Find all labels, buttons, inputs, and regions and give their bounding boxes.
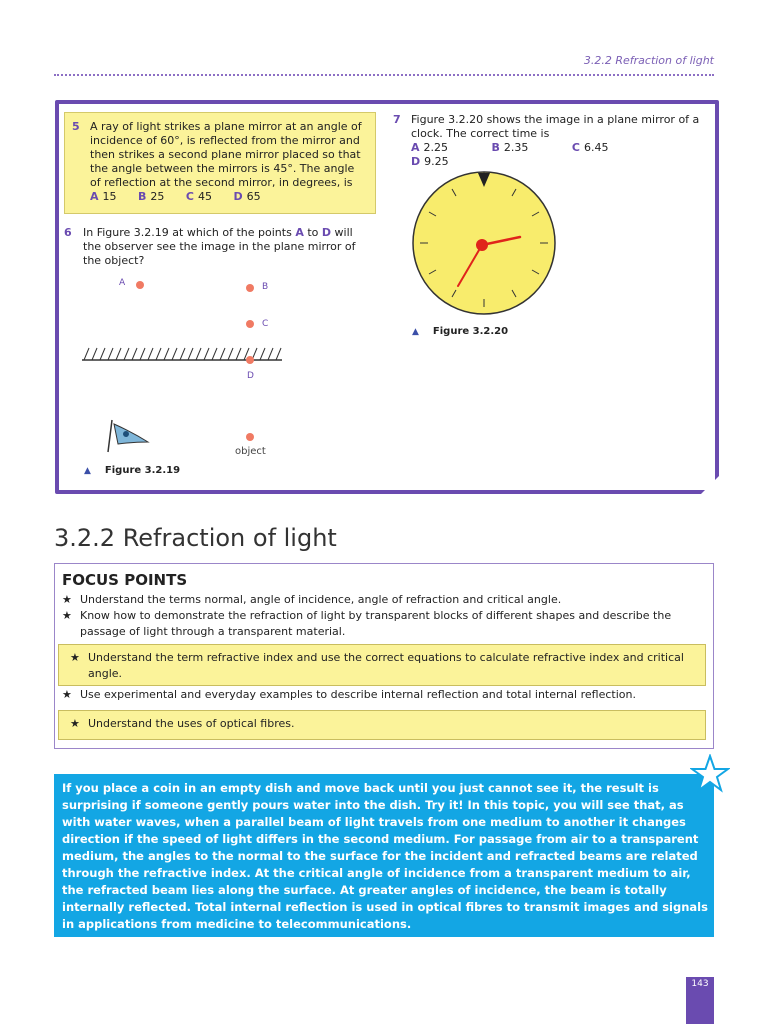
question-7-text: Figure 3.2.20 shows the image in a plane mirror of a clock. The correct time is — [411, 113, 700, 140]
clock-center — [476, 239, 488, 251]
point-a-label: A — [119, 278, 126, 288]
focus-point — [62, 608, 702, 640]
point-a-dot — [136, 281, 144, 289]
option-letter: D — [233, 190, 243, 203]
focus-point-text: Understand the terms normal, angle of incidence, angle of refraction and critical angle. — [80, 593, 562, 606]
option-value: 6.45 — [583, 141, 609, 154]
question-5-text: A ray of light strikes a plane mirror at an angle of incidence of 60°, is reflected from the mirror and then strikes a second plane mirror placed so that the angle between the mirrors is 45°. The angle of reflection at the second mirror, in degrees, is — [90, 120, 362, 189]
option-value: 9.25 — [424, 155, 449, 168]
figure-3-2-20-caption — [412, 326, 508, 337]
observer-eye-icon — [104, 416, 152, 456]
focus-points-title: FOCUS POINTS — [62, 571, 188, 589]
focus-point — [70, 650, 694, 682]
point-b-label: B — [262, 282, 269, 292]
running-head: 3.2.2 Refraction of light — [583, 54, 714, 67]
option-value: 2.25 — [423, 141, 449, 154]
question-6-number: 6 — [64, 226, 72, 239]
option-letter: C — [571, 141, 580, 154]
point-ref-a: A — [295, 226, 304, 239]
option-value: 15 — [102, 190, 117, 203]
caption-triangle-icon: ▲ — [412, 327, 419, 337]
option-value: 25 — [150, 190, 165, 203]
point-d-label: D — [247, 371, 254, 381]
focus-point-text: Use experimental and everyday examples to describe internal reflection and total internal reflection. — [80, 688, 636, 701]
caption-triangle-icon: ▲ — [84, 466, 91, 476]
figure-3-2-19-caption — [84, 465, 180, 476]
star-badge-icon — [690, 754, 730, 794]
point-d-dot — [246, 356, 254, 364]
point-b-dot — [246, 284, 254, 292]
point-ref-d: D — [321, 226, 332, 239]
point-c-dot — [246, 320, 254, 328]
clock-figure — [408, 168, 562, 322]
star-icon: ★ — [62, 688, 72, 701]
section-title: 3.2.2 Refraction of light — [54, 524, 337, 552]
option-value: 65 — [246, 190, 261, 203]
star-icon: ★ — [70, 717, 80, 730]
option-letter: A — [90, 190, 99, 203]
point-c-label: C — [262, 319, 269, 329]
question-5 — [72, 120, 364, 204]
caption-text: Figure 3.2.20 — [432, 326, 509, 337]
star-icon: ★ — [62, 593, 72, 606]
question-6-text: to — [303, 226, 322, 239]
option-letter: D — [411, 155, 421, 168]
object-label: object — [235, 446, 266, 457]
question-7-options — [411, 141, 705, 169]
option-letter: B — [138, 190, 147, 203]
option-letter: A — [411, 141, 420, 154]
question-6 — [64, 226, 374, 268]
page-number: 143 — [686, 977, 714, 1024]
star-icon: ★ — [70, 651, 80, 664]
question-5-number: 5 — [72, 120, 80, 133]
focus-point-text: Understand the term refractive index and use the correct equations to calculate refractive index and critical angle. — [88, 651, 684, 680]
caption-text: Figure 3.2.19 — [104, 465, 181, 476]
question-7 — [393, 113, 705, 169]
focus-point — [62, 592, 702, 608]
question-6-text: In Figure 3.2.19 at which of the points — [83, 226, 296, 239]
focus-point-text: Understand the uses of optical fibres. — [88, 717, 295, 730]
question-5-options — [90, 190, 364, 204]
question-7-number: 7 — [393, 113, 401, 126]
plane-mirror — [82, 346, 288, 364]
intro-text: If you place a coin in an empty dish and move back until you just cannot see it, the result is surprising if someone gently pours water into the dish. Try it! In this topic, you will see that, as with water waves, when a parallel beam of light travels from one medium to another it changes direction if the speed of light differs in the second medium. For passage from air to a transparent medium, the angles to the normal to the surface for the incident and refracted beams are related through the refractive index. At the critical angle of incidence from a transparent medium to air, the refracted beam lies along the surface. At greater angles of incidence, the beam is totally internally reflected. Total internal reflection is used in optical fibres to transmit images and signals in applications from medicine to telecommunications. — [62, 781, 708, 931]
focus-point — [62, 687, 702, 703]
object-dot — [246, 433, 254, 441]
focus-point-text: Know how to demonstrate the refraction of light by transparent blocks of different shapes and describe the passage of light through a transparent material. — [80, 609, 672, 638]
header-divider — [54, 74, 714, 76]
question-6-text: will the observer see the image in the plane mirror of the object? — [83, 226, 356, 267]
focus-point — [70, 716, 694, 732]
option-value: 45 — [197, 190, 212, 203]
option-value: 2.35 — [503, 141, 529, 154]
option-letter: B — [491, 141, 500, 154]
star-icon: ★ — [62, 609, 72, 622]
option-letter: C — [185, 190, 194, 203]
